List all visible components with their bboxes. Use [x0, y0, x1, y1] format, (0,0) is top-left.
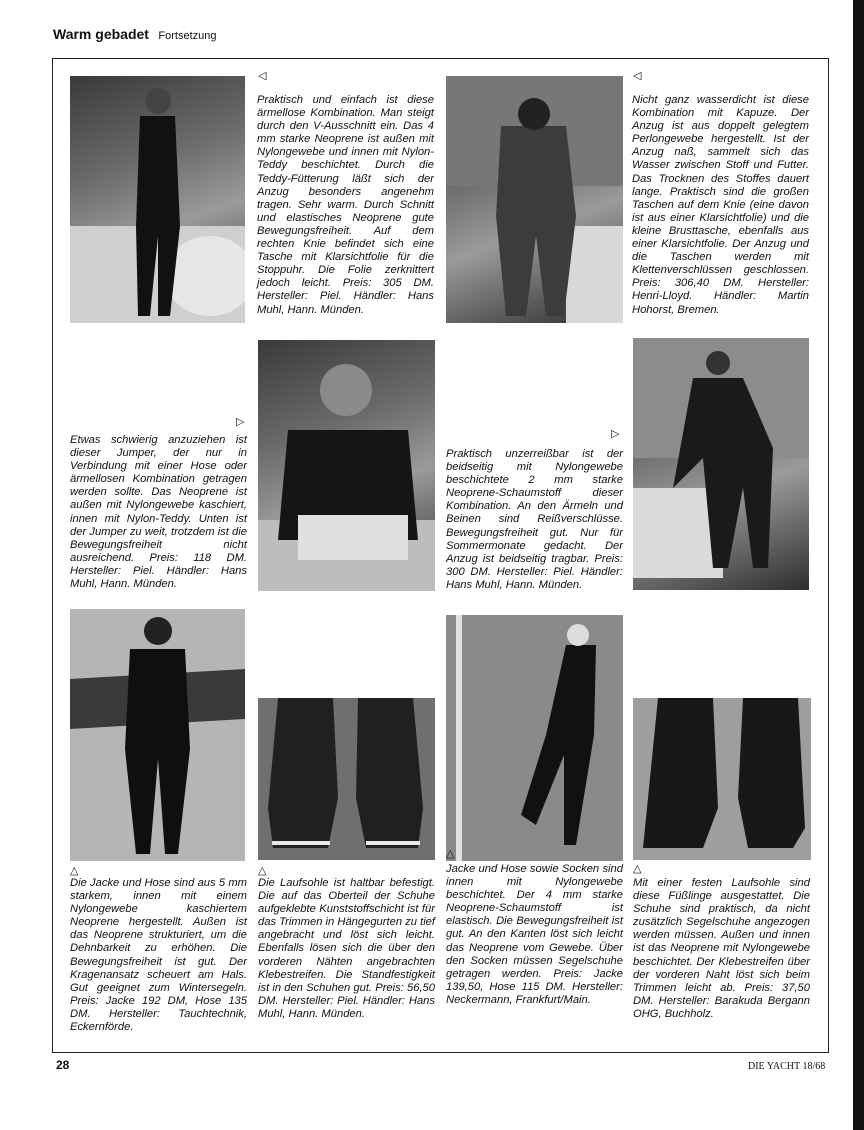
caption-reversible-suit: Praktisch unzerreißbar ist der beidseitig mit Nylongewebe beschichtete 2 mm starke Neoprene-Schaumstoff dieser Kombination. An den Ärmeln und Beinen sind Reißverschlüsse. Bewegungsfreiheit gut. Nur für Sommermonate gedacht. Der Anzug ist beidseitig tragbar. Preis: 300 DM. Hersteller: Piel. Händler: Hans Muhl, Hann. Münden. [446, 448, 623, 591]
pointer-arrow-right: ▷ [611, 428, 620, 440]
pointer-arrow-up: △ [70, 865, 79, 877]
photo-jumper [258, 340, 435, 591]
caption-jacket-trousers: Die Jacke und Hose sind aus 5 mm starkem, innen mit einem Nylongewebe kaschiertem Neoprene hergestellt. Außen ist das Neoprene strukturiert, um die Dehnbarkeit zu erhöhen. Die Bewegungsfreiheit ist gut. Der Kragenansatz scheuert am Hals. Gut geeignet zum Wintersegeln. Preis: Jacke 192 DM, Hose 135 DM. Hersteller: Tauchtechnik, Eckernförde. [70, 877, 247, 1034]
magazine-issue: DIE YACHT 18/68 [748, 1061, 826, 1072]
pointer-arrow-up: △ [258, 865, 267, 877]
photo-hooded-suit [446, 76, 623, 323]
scan-page-edge [853, 0, 864, 1130]
caption-jacket-trousers-socks: Jacke und Hose sowie Socken sind innen mit Nylongewebe beschichtet. Der 4 mm starke Neoprene-Schaumstoff ist elastisch. Die Bewegungsfreiheit ist gut. An den Kanten löst sich leicht das Neoprene vom Gewebe. Über den Socken müssen Segelschuhe getragen werden. Preis: Jacke 139,50, Hose 115 DM. Hersteller: Neckermann, Frankfurt/Main. [446, 863, 623, 1006]
photo-reversible-suit [633, 338, 809, 590]
photo-sleeveless-suit [70, 76, 245, 323]
caption-hooded-suit: Nicht ganz wasserdicht ist diese Kombination mit Kapuze. Der Anzug ist aus doppelt gelegtem Perlongewebe hergestellt. Ist der Anzug naß, sammelt sich das Wasser zwischen Stoff und Futter. Das Trocknen des Stoffes dauert lange. Praktisch sind die großen Taschen auf dem Knie (eine davon ist aus einer Klarsichtfolie) und die kleine Brusttasche, ebenfalls aus einer Klarsichtfolie. Der Anzug und die Taschen werden mit Klettenverschlüssen geschlossen. Preis: 306,40 DM. Hersteller: Henri-Lloyd. Händler: Martin Hohorst, Bremen. [632, 94, 809, 316]
caption-jumper: Etwas schwierig anzuziehen ist dieser Jumper, der nur in Verbindung mit einer Hose oder ärmellosen Kombination getragen werden sollte. Das Neoprene ist außen mit Nylongewebe kaschiert, innen mit Nylon-Teddy. Unten ist der Jumper zu weit, trotzdem ist die Bewegungsfreiheit nicht ausreichend. Preis: 118 DM. Hersteller: Piel. Händler: Hans Muhl, Hann. Münden. [70, 434, 247, 591]
pointer-arrow-up: △ [446, 848, 455, 860]
page-header [53, 26, 217, 44]
pointer-arrow-up: △ [633, 863, 642, 875]
caption-booties: Mit einer festen Laufsohle sind diese Füßlinge ausgestattet. Die Schuhe sind praktisch, da nicht zusätzlich Segelschuhe angezogen werden müssen. Außen und innen ist das Neoprene mit Nylongewebe beschichtet. Der Klebestreifen über der vorderen Naht löst sich beim Trimmen leicht ab. Preis: 37,50 DM. Hersteller: Barakuda Bergann OHG, Buchholz. [633, 877, 810, 1020]
photo-jacket-trousers-socks [446, 615, 623, 861]
photo-sailing-boots [258, 698, 435, 860]
page-number: 28 [56, 1058, 70, 1072]
caption-sleeveless-suit: Praktisch und einfach ist diese ärmellose Kombination. Man steigt durch den V-Ausschnitt ein. Das 4 mm starke Neoprene ist außen mit Nylongewebe und innen mit Nylon-Teddy beschichtet. Durch die Teddy-Fütterung läßt sich der Anzug besonders angenehm tragen. Sehr warm. Durch Schnitt und elastisches Neoprene gute Bewegungsfreiheit. Auf dem rechten Knie befindet sich eine Tasche mit Klarsichtfolie für die Stoppuhr. Die Folie zerknittert jedoch leicht. Preis: 305 DM. Hersteller: Piel. Händler: Hans Muhl, Hann. Münden. [257, 94, 434, 316]
caption-sailing-boots: Die Laufsohle ist haltbar befestigt. Die auf das Oberteil der Schuhe aufgeklebte Kunststoffschicht ist für das Trimmen in Hängegurten zu tief angebracht und löst sich leicht. Ebenfalls lösen sich die über den vorderen Nähten angebrachten Klebestreifen. Die Standfestigkeit ist in den Schuhen gut. Preis: 56,50 DM. Hersteller: Piel. Händler: Hans Muhl, Hann. Münden. [258, 877, 436, 1020]
pointer-arrow-left: ◁ [258, 70, 267, 82]
photo-jacket-trousers [70, 609, 245, 861]
section-subtitle: Fortsetzung [158, 30, 217, 42]
pointer-arrow-left: ◁ [633, 70, 642, 82]
pointer-arrow-right: ▷ [236, 416, 245, 428]
section-title: Warm gebadet [53, 26, 149, 42]
photo-booties [633, 698, 811, 860]
